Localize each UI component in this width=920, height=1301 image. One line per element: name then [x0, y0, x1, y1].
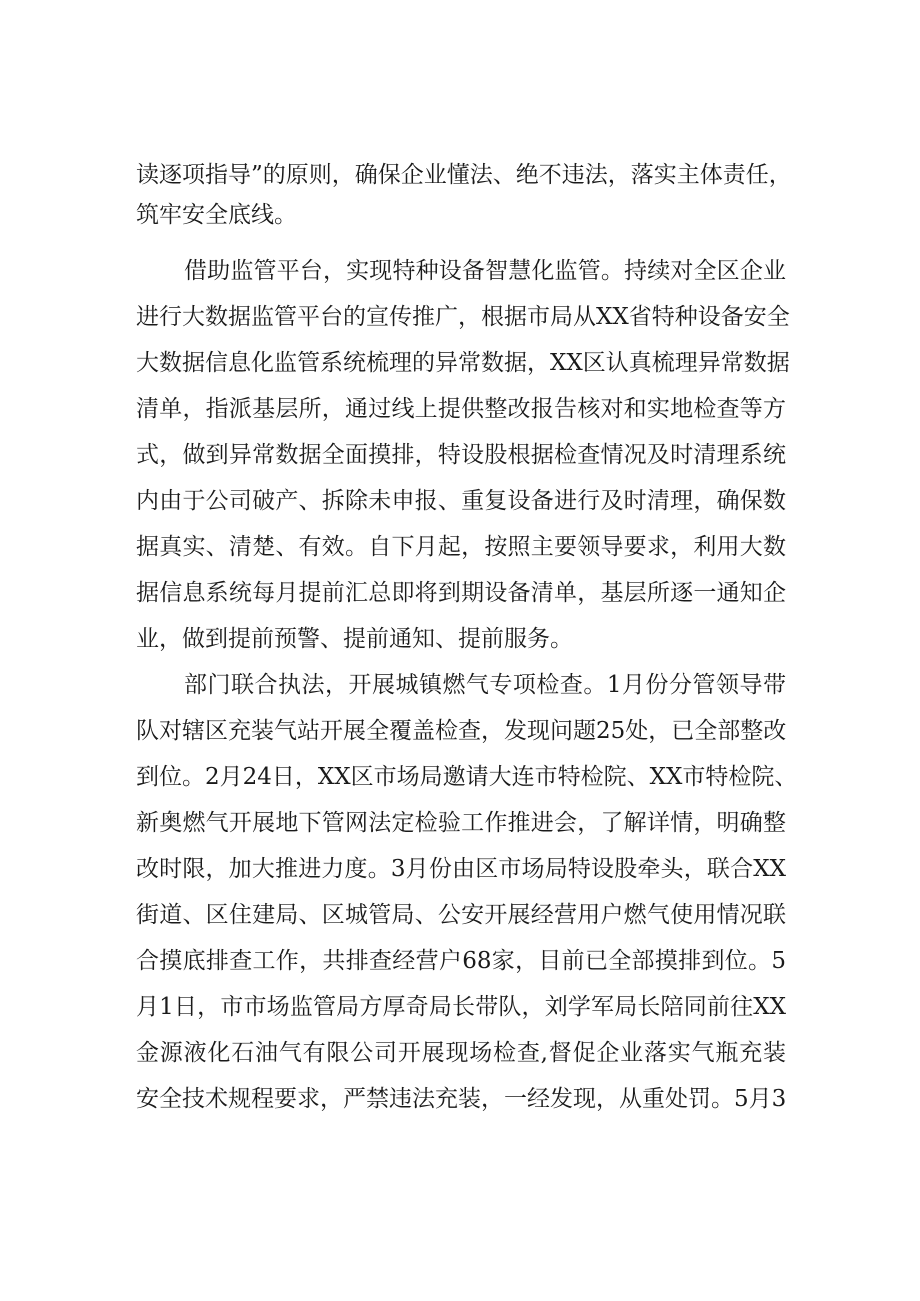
text-line: 合摸底排查工作，共排查经营户68家，目前已全部摸排到位。5 — [136, 948, 786, 974]
text-line: 式，做到异常数据全面摸排，特设股根据检查情况及时清理系统 — [136, 442, 786, 468]
text-line: 借助监管平台，实现特种设备智慧化监管。持续对全区企业 — [184, 258, 786, 284]
text-line: 大数据信息化监管系统梳理的异常数据，XX区认真梳理异常数据 — [136, 350, 790, 376]
text-line: 到位。2月24日，XX区市场局邀请大连市特检院、XX市特检院、 — [136, 764, 798, 790]
text-line: 读逐项指导”的原则，确保企业懂法、绝不违法，落实主体责任， — [136, 162, 792, 188]
text-line: 清单，指派基层所，通过线上提供整改报告核对和实地检查等方 — [136, 396, 786, 422]
text-line: 队对辖区充装气站开展全覆盖检查，发现问题25处，已全部整改 — [136, 718, 787, 744]
text-line: 新奥燃气开展地下管网法定检验工作推进会，了解详情，明确整 — [136, 810, 786, 836]
text-line: 街道、区住建局、区城管局、公安开展经营用户燃气使用情况联 — [136, 902, 786, 928]
text-line: 据真实、清楚、有效。自下月起，按照主要领导要求，利用大数 — [136, 534, 786, 560]
text-line: 进行大数据监管平台的宣传推广，根据市局从XX省特种设备安全 — [136, 304, 790, 330]
text-line: 业，做到提前预警、提前通知、提前服务。 — [136, 626, 573, 652]
text-line: 安全技术规程要求，严禁违法充装，一经发现，从重处罚。5月3 — [136, 1086, 787, 1112]
text-line: 筑牢安全底线。 — [136, 202, 297, 228]
text-line: 内由于公司破产、拆除未申报、重复设备进行及时清理，确保数 — [136, 488, 786, 514]
text-line: 部门联合执法，开展城镇燃气专项检查。1月份分管领导带 — [184, 672, 786, 698]
text-line: 据信息系统每月提前汇总即将到期设备清单，基层所逐一通知企 — [136, 580, 786, 606]
text-line: 月1日，市市场监管局方厚奇局长带队，刘学军局长陪同前往XX — [136, 994, 786, 1020]
text-line: 改时限，加大推进力度。3月份由区市场局特设股牵头，联合XX — [136, 856, 786, 882]
text-line: 金源液化石油气有限公司开展现场检查,督促企业落实气瓶充装 — [136, 1040, 786, 1066]
